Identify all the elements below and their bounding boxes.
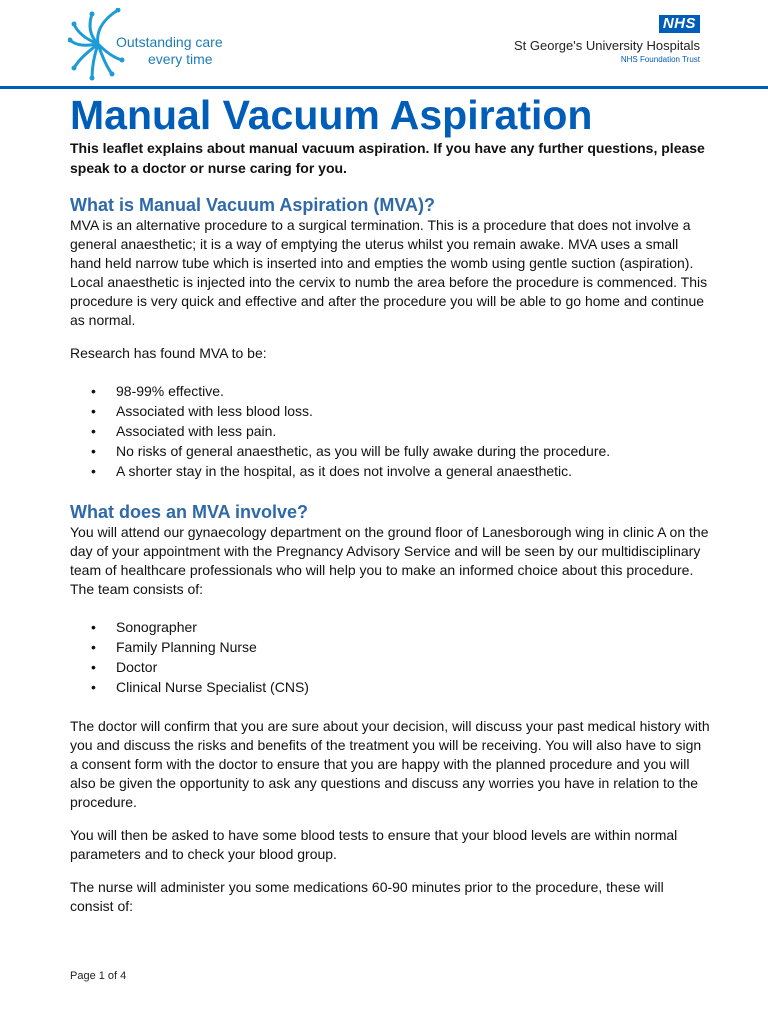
header-divider <box>0 86 768 89</box>
tagline-line-1: Outstanding care <box>116 34 223 50</box>
bullet-list <box>70 381 710 481</box>
paragraph: You will then be asked to have some blood tests to ensure that your blood levels are within normal parameters and to check your blood group. <box>70 827 678 862</box>
list-item: • A shorter stay in the hospital, as it does not involve a general anaesthetic. <box>70 461 710 481</box>
trust-subtitle: NHS Foundation Trust <box>620 55 700 64</box>
list-item: • Associated with less pain. <box>70 421 710 441</box>
page-title: Manual Vacuum Aspiration <box>70 92 593 138</box>
tagline <box>116 34 223 68</box>
list-item: • Family Planning Nurse <box>70 637 710 657</box>
list-item: • Sonographer <box>70 617 710 637</box>
tagline-line-2: every time <box>148 51 213 67</box>
nhs-logo: NHS <box>659 15 700 33</box>
trust-name: St George's University Hospitals <box>514 38 700 53</box>
bullet-list <box>70 617 710 697</box>
paragraph: The doctor will confirm that you are sure about your decision, will discuss your past medical history with you and discuss the risks and benefits of the treatment you will be receiving. You will also have to sign a consent form with the doctor to ensure that you are happy with the planned procedure and you will also be given the opportunity to ask any questions and discuss any worries you have in relation to the procedure. <box>70 718 710 810</box>
intro-text: This leaflet explains about manual vacuum aspiration. If you have any further questions, please speak to a doctor or nurse caring for you. <box>70 140 705 176</box>
paragraph: The nurse will administer you some medications 60-90 minutes prior to the procedure, these will consist of: <box>70 879 664 914</box>
list-item: • 98-99% effective. <box>70 381 710 401</box>
page-number: Page 1 of 4 <box>70 970 127 982</box>
paragraph: You will attend our gynaecology department on the ground floor of Lanesborough wing in clinic A on the day of your appointment with the Pregnancy Advisory Service and will be seen by our multidisciplinary team of healthcare professionals who will help you to make an informed choice about this procedure. The team consists of: <box>70 524 709 597</box>
list-item: • Clinical Nurse Specialist (CNS) <box>70 677 710 697</box>
document-body <box>70 92 710 916</box>
section-heading-what-does-mva-involve: What does an MVA involve? <box>70 502 309 522</box>
paragraph: MVA is an alternative procedure to a surgical termination. This is a procedure that does not involve a general anaesthetic; it is a way of emptying the uterus whilst you remain awake. MVA uses a small hand held narrow tube which is inserted into and empties the womb using gentle suction (aspiration). Local anaesthetic is injected into the cervix to numb the area before the procedure is commenced. This procedure is very quick and effective and after the procedure you will be able to go home and continue as normal. <box>70 217 708 328</box>
list-item: • No risks of general anaesthetic, as you will be fully awake during the procedure. <box>70 441 710 461</box>
list-item: • Doctor <box>70 657 710 677</box>
section-heading-what-is-mva: What is Manual Vacuum Aspiration (MVA)? <box>70 195 436 215</box>
page-header <box>0 0 768 86</box>
paragraph: Research has found MVA to be: <box>70 345 267 361</box>
list-item: • Associated with less blood loss. <box>70 401 710 421</box>
